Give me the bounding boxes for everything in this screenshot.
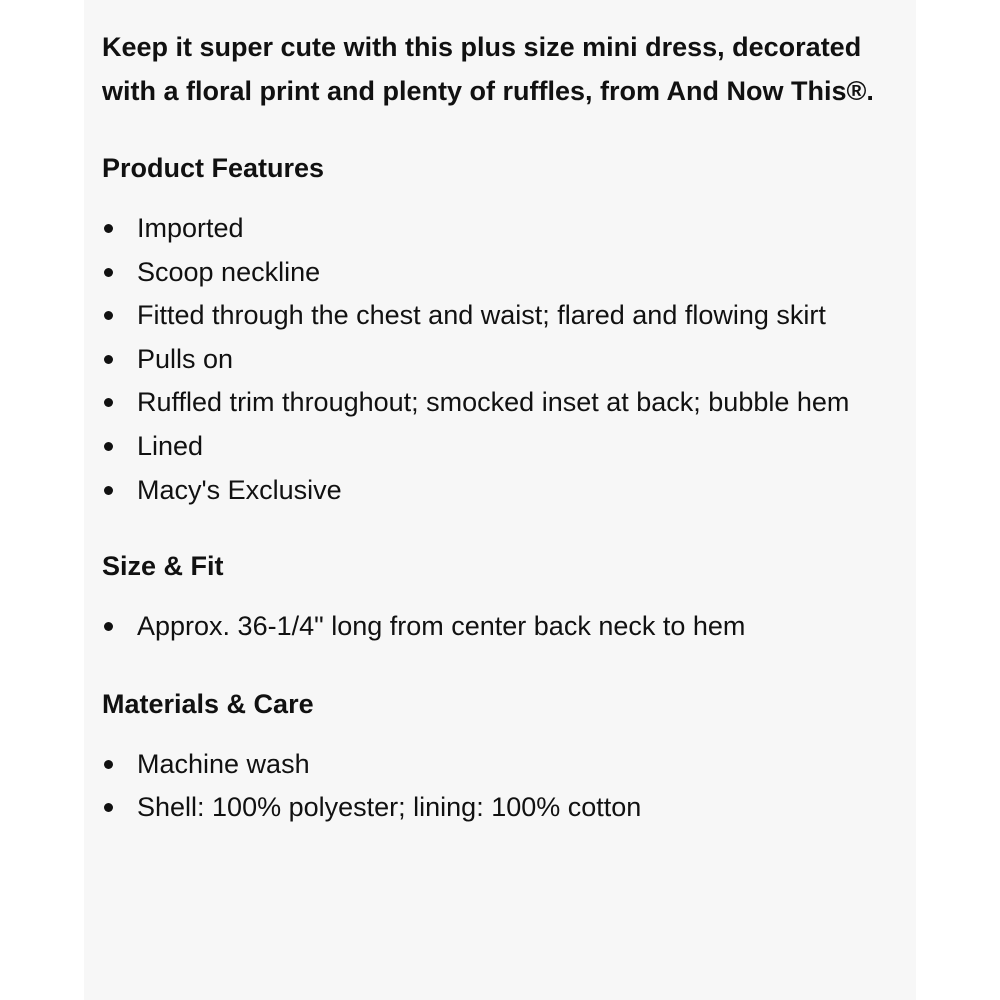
bullet-icon [104,803,113,812]
list-item [102,294,892,338]
bullet-icon [104,224,113,233]
product-details-card [84,0,916,1000]
size-fit-list [102,605,892,649]
list-item [102,605,892,649]
list-item-text: Macy's Exclusive [137,474,342,505]
bullet-icon [104,398,113,407]
list-item-text: Approx. 36-1/4" long from center back neck to hem [137,611,746,642]
list-item-text: Shell: 100% polyester; lining: 100% cotton [137,792,642,823]
list-item [102,425,892,469]
bullet-icon [104,486,113,495]
list-item [102,381,892,425]
list-item-text: Lined [137,430,204,461]
list-item-text: Machine wash [137,748,310,779]
product-details-content [102,26,892,830]
list-item-text: Ruffled trim throughout; smocked inset at back; bubble hem [137,387,850,418]
list-item [102,786,892,830]
bullet-icon [104,311,113,320]
list-item-text: Pulls on [137,343,234,374]
bullet-icon [104,268,113,277]
bullet-icon [104,622,113,631]
product-description: Keep it super cute with this plus size mini dress, decorated with a floral print and plenty of ruffles, from And Now This®. [102,32,874,106]
list-item [102,743,892,787]
bullet-icon [104,760,113,769]
list-item-text: Imported [137,213,244,243]
list-item [102,469,892,513]
list-item-text: Fitted through the chest and waist; flared and flowing skirt [137,300,826,331]
bullet-icon [104,442,113,451]
materials-care-heading: Materials & Care [102,688,314,719]
product-features-list [102,207,892,512]
list-item-text: Scoop neckline [137,256,321,287]
bullet-icon [104,355,113,364]
list-item [102,251,892,295]
product-features-heading: Product Features [102,153,325,183]
list-item [102,207,892,251]
materials-care-list [102,743,892,830]
list-item [102,338,892,382]
size-fit-heading: Size & Fit [102,551,224,582]
